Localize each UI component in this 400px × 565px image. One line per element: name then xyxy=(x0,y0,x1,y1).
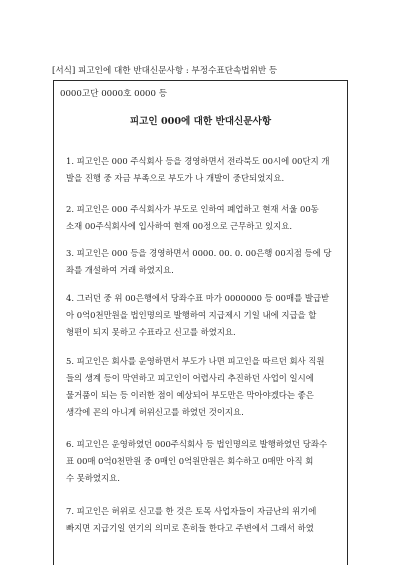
paragraph-2 xyxy=(66,201,338,235)
paragraph-5 xyxy=(66,353,338,421)
paragraph-4 xyxy=(66,290,338,341)
paragraph-line: 6. 피고인은 운영하였던 000주식회사 등 법인명의로 발행하였던 당좌수 xyxy=(66,439,328,449)
paragraph-line: 7. 피고인은 허위로 신고를 한 것은 토목 사업자들이 자금난의 위기에 xyxy=(66,506,317,516)
paragraph-line: 빠지면 지급기일 연기의 의미로 흔히들 한다고 주변에서 그래서 하였 xyxy=(66,523,314,533)
case-number: 0000고단 0000호 0000 등 xyxy=(60,89,168,99)
document-title: 피고인 000에 대한 반대신문사항 xyxy=(129,116,272,127)
paragraph-3 xyxy=(66,245,338,279)
paragraph-line: 4. 그러던 중 위 00은행에서 당좌수표 마가 0000000 등 00매를 발급받 xyxy=(66,293,330,303)
paragraph-line: 3. 피고인은 000 등을 경영하면서 0000. 00. 0. 00은행 00지점 등에 당 xyxy=(66,248,332,258)
paragraph-line: 들의 생계 등이 막연하고 피고인이 어렵사리 추진하던 사업이 일시에 xyxy=(66,373,314,383)
paragraph-line: 생각에 꼰의 아니게 허위신고를 하였던 것이지요. xyxy=(66,407,244,417)
paragraph-line: 수 못하였지요. xyxy=(66,473,120,483)
paragraph-line: 5. 피고인은 회사를 운영하면서 부도가 나면 피고인을 따르던 회사 직원 xyxy=(66,356,325,366)
paragraph-line: 발을 진행 중 자금 부족으로 부도가 나 개발이 중단되었지요. xyxy=(66,173,285,183)
form-label: [서식] 피고인에 대한 반대신문사항 : 부정수표단속법위반 등 xyxy=(52,66,278,76)
paragraph-line: 형편이 되지 못하고 수표라고 신고를 하였지요. xyxy=(66,327,236,337)
paragraph-line: 표 00매 0억0천만원 중 0매인 0억원만원은 회수하고 0매만 아직 회 xyxy=(66,456,314,466)
paragraph-line: 아 0억0천만원을 법인명의로 발행하여 지급제시 기일 내에 지급을 할 xyxy=(66,310,317,320)
paragraph-line: 물거품이 되는 등 이러한 점이 예상되어 부도만은 막아야겠다는 좋은 xyxy=(66,390,314,400)
paragraph-1 xyxy=(66,153,338,187)
document-body xyxy=(53,80,348,565)
paragraph-line: 소재 00주식회사에 입사하여 현재 00정으로 근무하고 있지요. xyxy=(66,221,293,231)
paragraph-line: 좌를 개설하여 거래 하였지요. xyxy=(66,265,174,275)
paragraph-line: 1. 피고인은 000 주식회사 등을 경영하면서 전라북도 00시에 00단지 개 xyxy=(66,156,330,166)
paragraph-line: 2. 피고인은 000 주식회사가 부도로 인하여 폐업하고 현재 서울 00동 xyxy=(66,204,319,214)
paragraph-6 xyxy=(66,436,338,487)
paragraph-7 xyxy=(66,503,338,537)
